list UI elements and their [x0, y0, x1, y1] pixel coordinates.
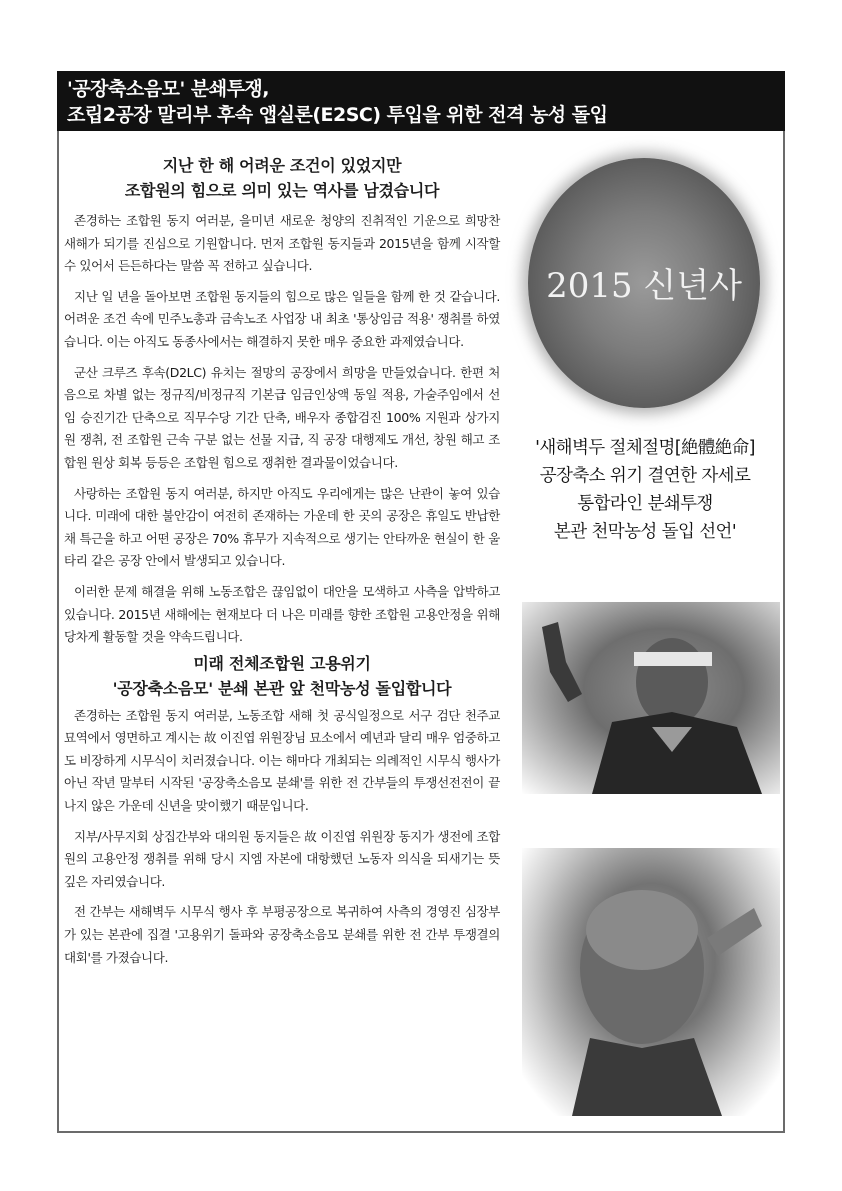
slogan-line: 본관 천막농성 돌입 선언' — [553, 522, 737, 542]
shaved-head-photo — [522, 848, 780, 1116]
section1-heading — [64, 153, 500, 203]
page-header — [57, 71, 785, 131]
header-title-line1: '공장축소음모' 분쇄투쟁, — [67, 78, 270, 100]
slogan-line: '새해벽두 절체절명[絶體絶命] — [535, 438, 755, 458]
section1-heading-line1: 지난 한 해 어려운 조건이 있었지만 — [162, 156, 402, 175]
new-year-emblem — [513, 140, 775, 425]
slogan-block — [514, 434, 776, 546]
section1-paragraph: 군산 크루즈 후속(D2LC) 유치는 절망의 공장에서 희망을 만들었습니다. 한편 처음으로 차별 없는 정규직/비정규직 기본급 임금인상액 동일 적용, 가술주임에서 선임 승진기간 단축으로 직무수당 기간 단축, 배우자 종합검진 100% 지원과 상가지원 쟁취, 전 조합원 근속 구분 없는 선물 지급, 직 공장 대행제도 개선, 창원 해고 조합원 원상 회복 등등은 조합원 힘으로 쟁취한 결과물이었습니다. — [64, 364, 500, 470]
section1-paragraph: 이러한 문제 해결을 위해 노동조합은 끊임없이 대안을 모색하고 사측을 압박하고 있습니다. 2015년 새해에는 현재보다 더 나은 미래를 향한 조합원 고용안정을 위해 당차게 활동할 것을 약속드립니다. — [64, 583, 500, 645]
header-title-line2: 조립2공장 말리부 후속 앱실론(E2SC) 투입을 위한 전격 농성 돌입 — [67, 104, 608, 126]
section1-paragraph: 사랑하는 조합원 동지 여러분, 하지만 아직도 우리에게는 많은 난관이 놓여 있습니다. 미래에 대한 불안감이 여전히 존재하는 가운데 한 곳의 공장은 휴일도 반납한 채 특근을 하고 어떤 공장은 70% 휴무가 지속적으로 생기는 안타까운 현실이 한 울타리 같은 공장 안에서 발생되고 있습니다. — [64, 485, 500, 569]
slogan-line: 통합라인 분쇄투쟁 — [577, 494, 713, 514]
section2-heading — [64, 651, 500, 701]
section2-heading-line1: 미래 전체조합원 고용위기 — [193, 653, 371, 673]
section1-heading-line2: 조합원의 힘으로 의미 있는 역사를 남겼습니다 — [124, 181, 440, 200]
section2-heading-line2: '공장축소음모' 분쇄 본관 앞 천막농성 돌입합니다 — [112, 678, 452, 698]
section2-paragraph: 존경하는 조합원 동지 여러분, 노동조합 새해 첫 공식일정으로 서구 검단 천주교 묘역에서 영면하고 계시는 故 이진엽 위원장님 묘소에서 예년과 달리 매우 엄중하고도 비장하게 시무식이 치러졌습니다. 이는 해마다 개최되는 의례적인 시무식 행사가 아닌 작년 말부터 시작된 '공장축소음모 분쇄'를 위한 전 간부들의 투쟁선전전이 끝나지 않은 가운데 신년을 맞이했기 때문입니다. — [64, 707, 500, 814]
section2-paragraph: 지부/사무지회 상집간부와 대의원 동지들은 故 이진엽 위원장 동지가 생전에 조합원의 고용안정 쟁취를 위해 당시 지엠 자본에 대항했던 노동자 의식을 되새기는 뜻깊은 자리였습니다. — [64, 828, 500, 889]
emblem-title: 2015 신년사 — [546, 266, 742, 306]
section2-paragraph: 전 간부는 새해벽두 시무식 행사 후 부평공장으로 복귀하여 사측의 경영진 심장부가 있는 본관에 집결 '고용위기 돌파와 공장축소음모 분쇄를 위한 전 간부 투쟁결의대회'를 가졌습니다. — [64, 904, 500, 965]
section1-paragraph: 존경하는 조합원 동지 여러분, 을미년 새로운 청양의 진취적인 기운으로 희망찬 새해가 되기를 진심으로 기원합니다. 먼저 조합원 동지들과 2015년을 함께 시작할 수 있어서 든든하다는 말씀 꼭 전하고 싶습니다. — [64, 213, 500, 274]
shaved-head-figure — [522, 848, 780, 1116]
protester-figure — [522, 602, 780, 794]
main-column — [64, 153, 500, 977]
slogan-line: 공장축소 위기 결연한 자세로 — [539, 466, 751, 486]
section1-paragraph: 지난 일 년을 돌아보면 조합원 동지들의 힘으로 많은 일들을 함께 한 것 같습니다. 어려운 조건 속에 민주노총과 금속노조 사업장 내 최초 '통상임금 적용' 쟁취를 하였습니다. 이는 아직도 동종사에서는 해결하지 못한 매우 중요한 과제였습니다. — [64, 288, 500, 349]
protester-photo — [522, 602, 780, 794]
